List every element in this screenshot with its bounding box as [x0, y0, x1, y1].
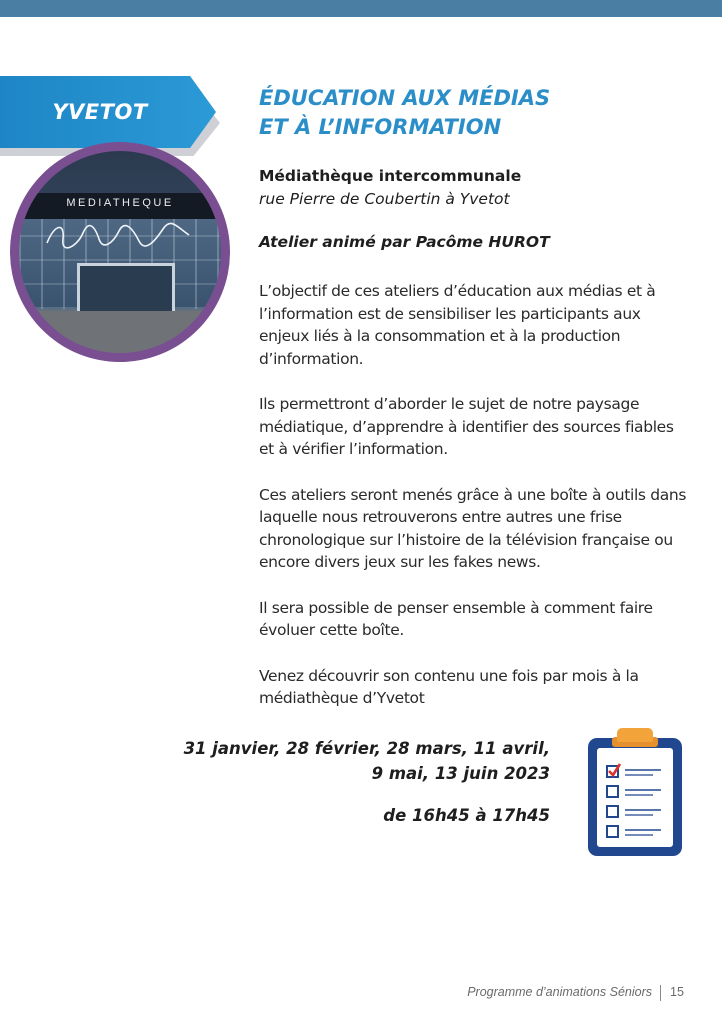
footer-label: Programme d’animations Séniors	[467, 985, 652, 999]
checklist-icon	[597, 748, 673, 847]
paragraph: Il sera possible de penser ensemble à comment faire évoluer cette boîte.	[259, 598, 653, 639]
venue-name: Médiathèque intercommunale	[259, 167, 522, 185]
section-title-line1: ÉDUCATION AUX MÉDIAS	[259, 86, 551, 110]
page-number: 15	[670, 985, 684, 999]
paragraph: Ces ateliers seront menés grâce à une boîte à outils dans laquelle nous retrouverons entre autres une frise chronologique sur l’histoire de la télévision française ou encore divers jeux sur les fakes news.	[259, 485, 687, 571]
venue-photo	[10, 142, 230, 362]
location-tag-label: YVETOT	[52, 100, 148, 124]
header-bar	[0, 0, 722, 17]
dates-line: 31 janvier, 28 février, 28 mars, 11 avril,	[183, 739, 550, 758]
section-title-line2: ET À L’INFORMATION	[259, 115, 502, 139]
schedule-hours: de 16h45 à 17h45	[383, 806, 550, 825]
paragraph: Ils permettront d’aborder le sujet de notre paysage médiatique, d’apprendre à identifier des sources fiables et à vérifier l’information.	[259, 395, 674, 458]
venue-address: rue Pierre de Coubertin à Yvetot	[259, 190, 510, 208]
venue-block	[259, 165, 699, 211]
paragraph: L’objectif de ces ateliers d’éducation aux médias et à l’information est de sensibiliser les participants aux enjeux liés à la consommation et à la production d’information.	[259, 282, 656, 368]
animator-line: Atelier animé par Pacôme HUROT	[259, 233, 550, 251]
footer-divider	[660, 985, 661, 1001]
photo-sign-text: MEDIATHEQUE	[66, 197, 174, 209]
signature-logo	[43, 221, 193, 251]
clipboard-clip	[617, 728, 653, 742]
section-title	[259, 84, 679, 142]
dates-line: 9 mai, 13 juin 2023	[371, 764, 550, 783]
description	[259, 280, 689, 733]
schedule-dates	[150, 736, 550, 786]
venue-photo-image	[19, 151, 221, 353]
paragraph: Venez découvrir son contenu une fois par mois à la médiathèque d’Yvetot	[259, 666, 639, 707]
